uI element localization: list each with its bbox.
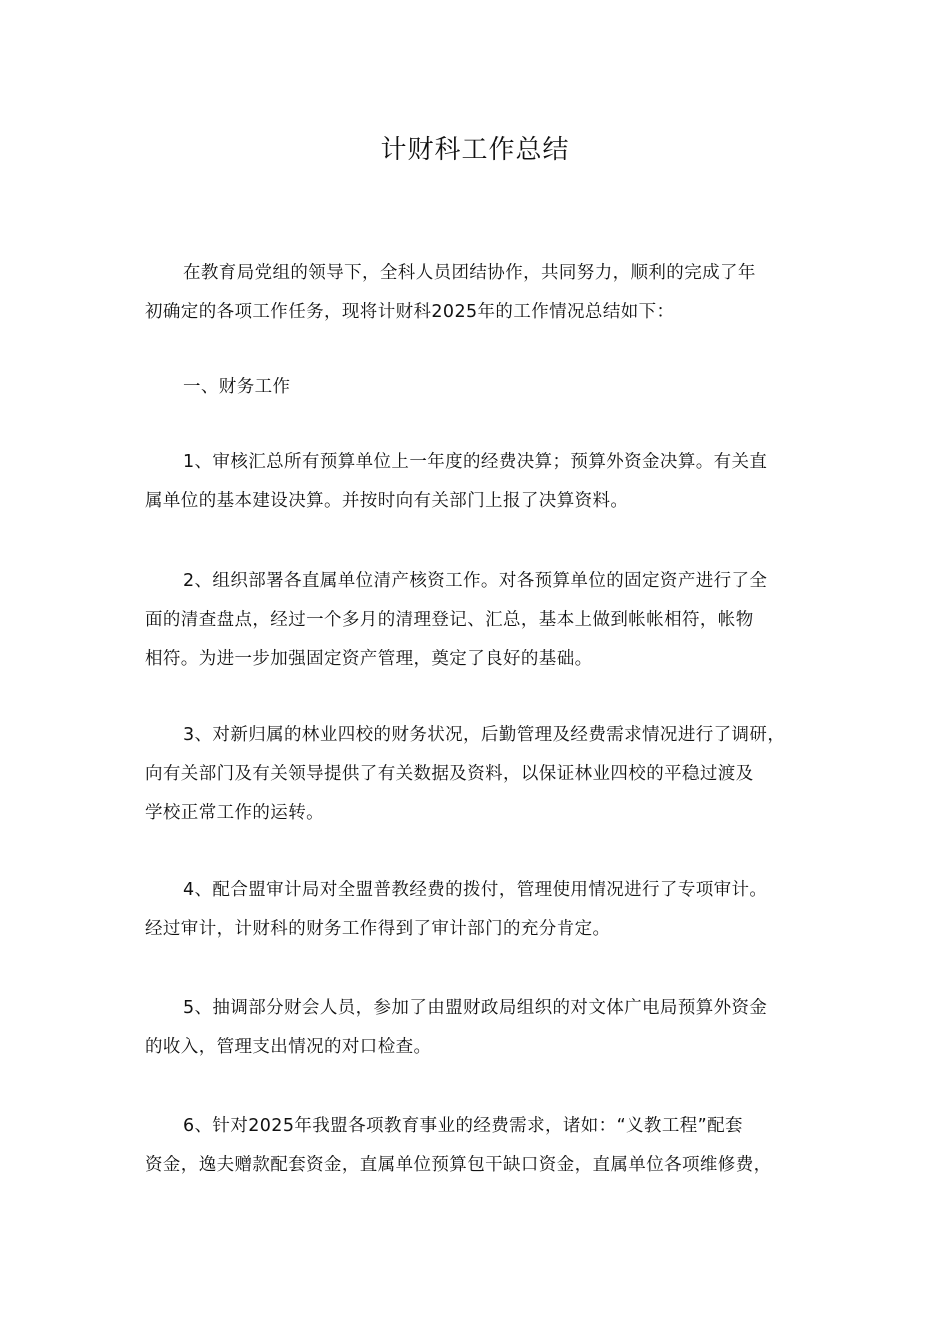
paragraph-line: 1、审核汇总所有预算单位上一年度的经费决算；预算外资金决算。有关直 xyxy=(183,452,768,472)
paragraph-line: 在教育局党组的领导下，全科人员团结协作，共同努力，顺利的完成了年 xyxy=(183,263,756,283)
paragraph-line: 5、抽调部分财会人员，参加了由盟财政局组织的对文体广电局预算外资金 xyxy=(183,998,768,1018)
document-title: 计财科工作总结 xyxy=(380,135,570,165)
paragraph-line: 6、针对2025年我盟各项教育事业的经费需求，诸如：“义教工程”配套 xyxy=(183,1116,743,1136)
section-heading: 一、财务工作 xyxy=(183,377,291,397)
paragraph-line: 3、对新归属的林业四校的财务状况，后勤管理及经费需求情况进行了调研， xyxy=(183,725,786,745)
paragraph-line: 向有关部门及有关领导提供了有关数据及资料，以保证林业四校的平稳过渡及 xyxy=(145,764,754,784)
paragraph-line: 经过审计，计财科的财务工作得到了审计部门的充分肯定。 xyxy=(145,919,611,939)
paragraph-line: 2、组织部署各直属单位清产核资工作。对各预算单位的固定资产进行了全 xyxy=(183,571,768,591)
item-paragraph-2 xyxy=(145,562,825,679)
paragraph-line: 的收入，管理支出情况的对口检查。 xyxy=(145,1037,432,1057)
item-paragraph-1 xyxy=(145,443,825,521)
paragraph-line: 相符。为进一步加强固定资产管理，奠定了良好的基础。 xyxy=(145,649,593,669)
paragraph-line: 初确定的各项工作任务，现将计财科2025年的工作情况总结如下： xyxy=(145,302,675,322)
paragraph-line: 学校正常工作的运转。 xyxy=(145,803,324,823)
paragraph-line: 属单位的基本建设决算。并按时向有关部门上报了决算资料。 xyxy=(145,491,629,511)
item-paragraph-6 xyxy=(145,1107,825,1185)
paragraph-line: 4、配合盟审计局对全盟普教经费的拨付，管理使用情况进行了专项审计。 xyxy=(183,880,768,900)
item-paragraph-5 xyxy=(145,989,825,1067)
paragraph-line: 资金，逸夫赠款配套资金，直属单位预算包干缺口资金，直属单位各项维修费， xyxy=(145,1155,772,1175)
item-paragraph-3 xyxy=(145,716,825,833)
item-paragraph-4 xyxy=(145,871,825,949)
paragraph-line: 面的清查盘点，经过一个多月的清理登记、汇总，基本上做到帐帐相符，帐物 xyxy=(145,610,754,630)
intro-paragraph xyxy=(145,254,825,332)
